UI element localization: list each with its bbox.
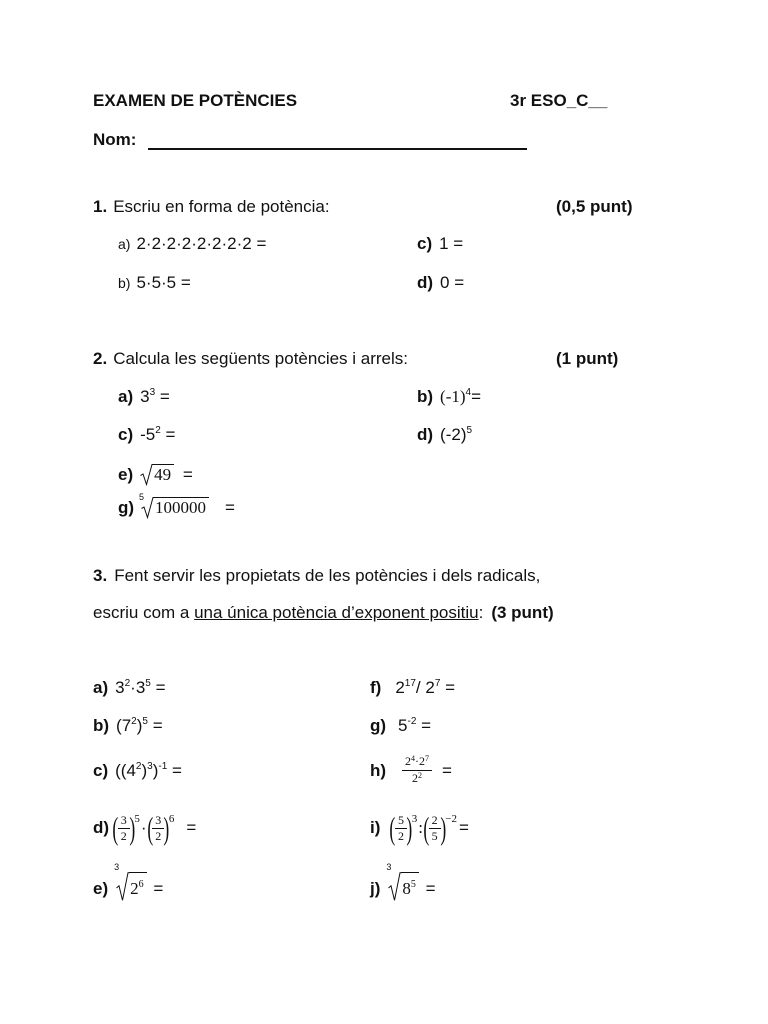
radicand bbox=[401, 872, 419, 901]
root-index: 3 bbox=[386, 862, 392, 872]
item-label: e) bbox=[118, 465, 134, 484]
item-label: b) bbox=[417, 387, 434, 406]
opening-parenthesis: ( bbox=[389, 810, 396, 846]
item-expression: 0 = bbox=[440, 273, 465, 292]
fraction-numerator: 3 bbox=[118, 814, 130, 829]
name-blank-line bbox=[148, 148, 527, 150]
power-exponent: 3 bbox=[147, 761, 153, 772]
question-3-points: (3 punt) bbox=[491, 603, 554, 622]
item-2c bbox=[118, 425, 175, 448]
item-label: c) bbox=[417, 234, 433, 253]
instruction-text: escriu com a bbox=[93, 603, 195, 622]
power-exponent: 2 bbox=[155, 425, 161, 436]
fifth-root bbox=[139, 492, 209, 518]
power-base: 8 bbox=[402, 879, 411, 898]
fraction-numerator bbox=[402, 755, 432, 771]
equals-sign: = bbox=[150, 678, 166, 697]
equals-sign: = bbox=[420, 879, 436, 898]
instruction-underlined-text: una única potència d’exponent positiu bbox=[194, 603, 479, 622]
item-2g bbox=[118, 492, 235, 518]
closing-parenthesis: ) bbox=[152, 761, 159, 780]
opening-parenthesis: ( bbox=[112, 810, 119, 846]
item-1d bbox=[417, 273, 464, 293]
item-label: i) bbox=[370, 818, 381, 837]
item-label: a) bbox=[93, 678, 109, 697]
radical-sign-icon bbox=[388, 872, 401, 901]
equals-sign: = bbox=[147, 716, 163, 735]
cube-root bbox=[386, 862, 419, 901]
question-2-prompt: Calcula les següents potències i arrels: bbox=[113, 349, 409, 368]
power-base: 5 bbox=[398, 716, 408, 735]
power-exponent: 6 bbox=[138, 879, 144, 890]
power-exponent: 5 bbox=[145, 678, 151, 689]
fraction-denominator: 2 bbox=[155, 828, 162, 843]
equals-sign: = bbox=[458, 818, 469, 837]
closing-parenthesis: ) bbox=[439, 810, 446, 846]
item-3j bbox=[370, 862, 436, 901]
fraction bbox=[395, 814, 407, 843]
fraction-numerator: 2 bbox=[429, 814, 441, 829]
power-exponent: 2 bbox=[124, 678, 131, 689]
power-exponent: 5 bbox=[410, 879, 416, 890]
fraction-denominator bbox=[409, 771, 425, 786]
power-base: (7 bbox=[116, 716, 132, 735]
fraction-denominator: 2 bbox=[398, 828, 405, 843]
power-base: 3 bbox=[140, 387, 150, 406]
item-label: g) bbox=[118, 498, 135, 517]
power-base: / 2 bbox=[415, 678, 435, 697]
equals-sign: = bbox=[186, 818, 197, 837]
item-label: e) bbox=[93, 879, 109, 898]
question-1-heading bbox=[93, 197, 330, 217]
fraction bbox=[152, 814, 164, 843]
item-1b bbox=[118, 273, 191, 293]
radicand bbox=[129, 872, 147, 901]
power-exponent: 2 bbox=[131, 716, 137, 727]
item-3i bbox=[370, 811, 469, 845]
item-3f bbox=[370, 678, 455, 701]
item-2a bbox=[118, 387, 170, 410]
equals-sign: = bbox=[167, 761, 182, 780]
radical-sign-icon bbox=[116, 872, 129, 901]
equals-sign: = bbox=[160, 425, 176, 444]
item-label: j) bbox=[370, 879, 381, 898]
closing-parenthesis: ) bbox=[141, 761, 148, 780]
item-label: d) bbox=[417, 425, 434, 444]
question-3-number: 3. bbox=[93, 566, 108, 585]
power-exponent: 17 bbox=[404, 678, 416, 689]
equals-sign: = bbox=[155, 387, 170, 406]
exam-title: EXAMEN DE POTÈNCIES bbox=[93, 91, 298, 110]
item-3a bbox=[93, 678, 166, 701]
item-label: c) bbox=[118, 425, 134, 444]
item-label: c) bbox=[93, 761, 109, 780]
fraction-denominator: 5 bbox=[431, 828, 438, 843]
question-3-prompt-line-1: Fent servir les propietats de les potències i dels radicals, bbox=[114, 566, 541, 585]
fraction-numerator: 3 bbox=[152, 814, 164, 829]
question-2-number: 2. bbox=[93, 349, 108, 368]
power-exponent: −2 bbox=[445, 813, 457, 825]
cube-root bbox=[114, 862, 147, 901]
question-1-number: 1. bbox=[93, 197, 108, 216]
power-exponent: 2 bbox=[135, 761, 142, 772]
closing-parenthesis: ) bbox=[163, 810, 170, 846]
power-base: 2 bbox=[395, 678, 405, 697]
question-2-heading bbox=[93, 349, 408, 369]
power-base: (-2) bbox=[440, 425, 467, 444]
item-2d bbox=[417, 425, 472, 448]
power-base: 3 bbox=[115, 678, 125, 697]
item-3h bbox=[370, 755, 452, 786]
power-exponent: -2 bbox=[407, 716, 417, 727]
power-base: ·3 bbox=[130, 678, 146, 697]
equals-sign: = bbox=[440, 678, 456, 697]
name-label: Nom: bbox=[93, 130, 137, 149]
item-3e bbox=[93, 862, 164, 901]
item-3b bbox=[93, 716, 163, 739]
item-label: d) bbox=[417, 273, 434, 292]
power-exponent: 7 bbox=[434, 678, 441, 689]
item-label: d) bbox=[93, 818, 110, 837]
question-1-points: (0,5 punt) bbox=[556, 197, 633, 216]
power-exponent: 2 bbox=[418, 771, 423, 780]
item-label: g) bbox=[370, 716, 387, 735]
power-base: 2 bbox=[130, 879, 139, 898]
item-label: f) bbox=[370, 678, 382, 697]
instruction-colon: : bbox=[478, 603, 484, 622]
power-base: (-1) bbox=[440, 387, 466, 406]
power-exponent: 3 bbox=[411, 813, 418, 825]
power-exponent: 4 bbox=[465, 387, 472, 398]
fraction-denominator: 2 bbox=[120, 828, 127, 843]
power-exponent: 6 bbox=[168, 813, 175, 825]
power-exponent: -1 bbox=[158, 761, 168, 772]
question-1-prompt: Escriu en forma de potència: bbox=[113, 197, 330, 216]
radical-sign-icon bbox=[141, 497, 154, 518]
opening-parenthesis: ( bbox=[423, 810, 430, 846]
power-base: 2 bbox=[405, 754, 412, 768]
power-exponent: 3 bbox=[149, 387, 156, 398]
power-exponent: 5 bbox=[134, 813, 140, 825]
item-3d bbox=[93, 811, 196, 845]
question-3-prompt-line-2 bbox=[93, 603, 554, 623]
item-label: a) bbox=[118, 236, 131, 252]
root-index: 3 bbox=[114, 862, 120, 872]
equals-sign: = bbox=[148, 879, 164, 898]
radicand: 100000 bbox=[154, 497, 209, 517]
item-expression: 2·2·2·2·2·2·2·2 = bbox=[136, 234, 267, 253]
square-root bbox=[140, 464, 174, 485]
radicand: 49 bbox=[153, 464, 174, 484]
closing-parenthesis: ) bbox=[129, 810, 135, 846]
power-base: ((4 bbox=[115, 761, 136, 780]
power-exponent: 7 bbox=[425, 754, 430, 763]
power-base: 2 bbox=[412, 771, 419, 785]
item-expression: 5·5·5 = bbox=[136, 273, 191, 292]
item-3g bbox=[370, 716, 431, 739]
multiplication-dot: · bbox=[140, 818, 147, 837]
item-label: h) bbox=[370, 760, 387, 780]
equals-sign: = bbox=[225, 498, 235, 517]
item-1a bbox=[118, 234, 266, 254]
item-label: b) bbox=[118, 275, 131, 291]
power-exponent: 5 bbox=[466, 425, 473, 436]
item-3c bbox=[93, 761, 182, 784]
power-exponent: 4 bbox=[411, 754, 416, 763]
fraction-numerator: 5 bbox=[395, 814, 407, 829]
question-2-points: (1 punt) bbox=[556, 349, 619, 368]
equals-sign: = bbox=[416, 716, 432, 735]
item-expression: 1 = bbox=[439, 234, 464, 253]
equals-sign: = bbox=[178, 465, 193, 484]
equals-sign: = bbox=[442, 760, 452, 780]
power-base: ·2 bbox=[415, 754, 426, 768]
power-base: -5 bbox=[140, 425, 156, 444]
item-2e bbox=[118, 464, 193, 485]
item-1c bbox=[417, 234, 463, 254]
fraction bbox=[402, 755, 432, 786]
radical-sign-icon bbox=[140, 464, 153, 485]
opening-parenthesis: ( bbox=[146, 810, 153, 846]
fraction bbox=[429, 814, 441, 843]
course-label: 3r ESO_C__ bbox=[510, 91, 608, 110]
division-colon: : bbox=[418, 818, 423, 837]
power-exponent: 5 bbox=[142, 716, 148, 727]
closing-parenthesis: ) bbox=[136, 716, 143, 735]
root-index: 5 bbox=[139, 492, 145, 502]
item-label: a) bbox=[118, 387, 134, 406]
item-2b bbox=[417, 387, 481, 410]
closing-parenthesis: ) bbox=[406, 810, 413, 846]
item-label: b) bbox=[93, 716, 110, 735]
question-3-heading bbox=[93, 566, 540, 586]
equals-sign: = bbox=[471, 387, 482, 406]
fraction bbox=[118, 814, 130, 843]
